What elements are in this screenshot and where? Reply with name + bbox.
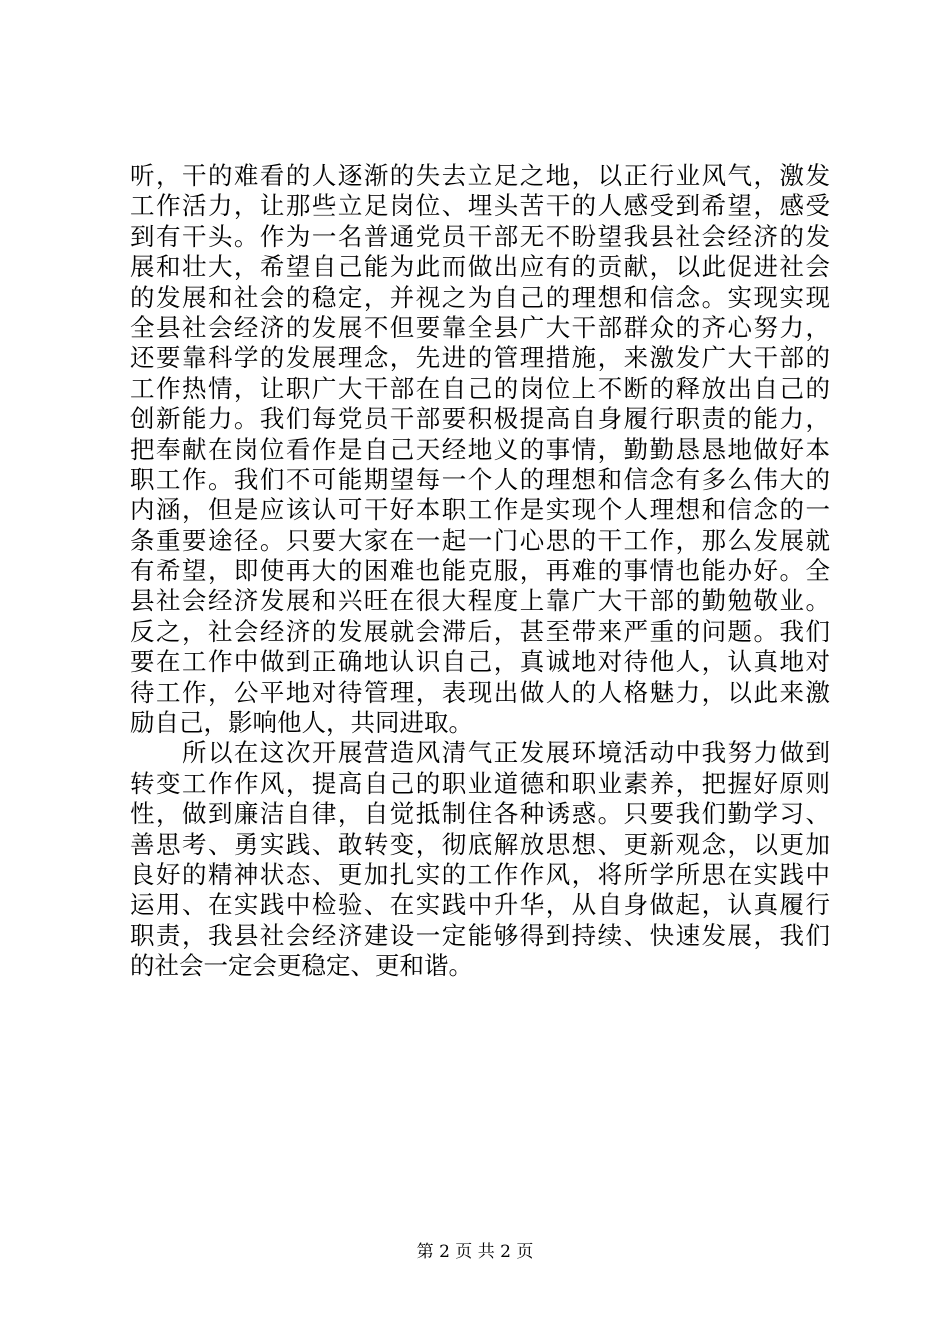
text-line: 工作活力，让那些立足岗位、埋头苦干的人感受到希望，感受 <box>130 191 830 221</box>
text-line: 性，做到廉洁自律，自觉抵制住各种诱惑。只要我们勤学习、 <box>130 799 830 829</box>
text-line: 到有干头。作为一名普通党员干部无不盼望我县社会经济的发 <box>130 221 830 251</box>
text-line: 要在工作中做到正确地认识自己，真诚地对待他人，认真地对 <box>130 647 830 677</box>
text-line: 创新能力。我们每党员干部要积极提高自身履行职责的能力， <box>130 404 830 434</box>
text-line: 的发展和社会的稳定，并视之为自己的理想和信念。实现实现 <box>130 282 830 312</box>
text-line: 县社会经济发展和兴旺在很大程度上靠广大干部的勤勉敬业。 <box>130 586 830 616</box>
text-line: 有希望，即使再大的困难也能克服，再难的事情也能办好。全 <box>130 556 830 586</box>
paragraph-end-line: 励自己，影响他人，共同进取。 <box>130 708 473 738</box>
paragraph-start-line: 所以在这次开展营造风清气正发展环境活动中我努力做到 <box>130 738 830 768</box>
text-line: 运用、在实践中检验、在实践中升华，从自身做起，认真履行 <box>130 890 830 920</box>
text-line: 全县社会经济的发展不但要靠全县广大干部群众的齐心努力， <box>130 312 830 342</box>
body-text <box>130 161 830 982</box>
text-line: 良好的精神状态、更加扎实的工作作风，将所学所思在实践中 <box>130 859 830 889</box>
text-line: 内涵，但是应该认可干好本职工作是实现个人理想和信念的一 <box>130 495 830 525</box>
text-line: 职工作。我们不可能期望每一个人的理想和信念有多么伟大的 <box>130 464 830 494</box>
text-line: 工作热情，让职广大干部在自己的岗位上不断的释放出自己的 <box>130 373 830 403</box>
paragraph-end-line: 的社会一定会更稳定、更和谐。 <box>130 951 473 981</box>
text-line: 展和壮大，希望自己能为此而做出应有的贡献，以此促进社会 <box>130 252 830 282</box>
page-number-footer: 第 2 页 共 2 页 <box>416 1242 534 1262</box>
text-line: 还要靠科学的发展理念，先进的管理措施，来激发广大干部的 <box>130 343 830 373</box>
text-line: 听，干的难看的人逐渐的失去立足之地，以正行业风气，激发 <box>130 161 830 190</box>
text-line: 转变工作作风，提高自己的职业道德和职业素养，把握好原则 <box>130 768 830 798</box>
text-line: 职责，我县社会经济建设一定能够得到持续、快速发展，我们 <box>130 920 830 950</box>
text-line: 待工作，公平地对待管理，表现出做人的人格魅力，以此来激 <box>130 677 830 707</box>
text-line: 条重要途径。只要大家在一起一门心思的干工作，那么发展就 <box>130 525 830 555</box>
text-line: 反之，社会经济的发展就会滞后，甚至带来严重的问题。我们 <box>130 616 830 646</box>
text-line: 把奉献在岗位看作是自己天经地义的事情，勤勤恳恳地做好本 <box>130 434 830 464</box>
text-line: 善思考、勇实践、敢转变，彻底解放思想、更新观念，以更加 <box>130 829 830 859</box>
